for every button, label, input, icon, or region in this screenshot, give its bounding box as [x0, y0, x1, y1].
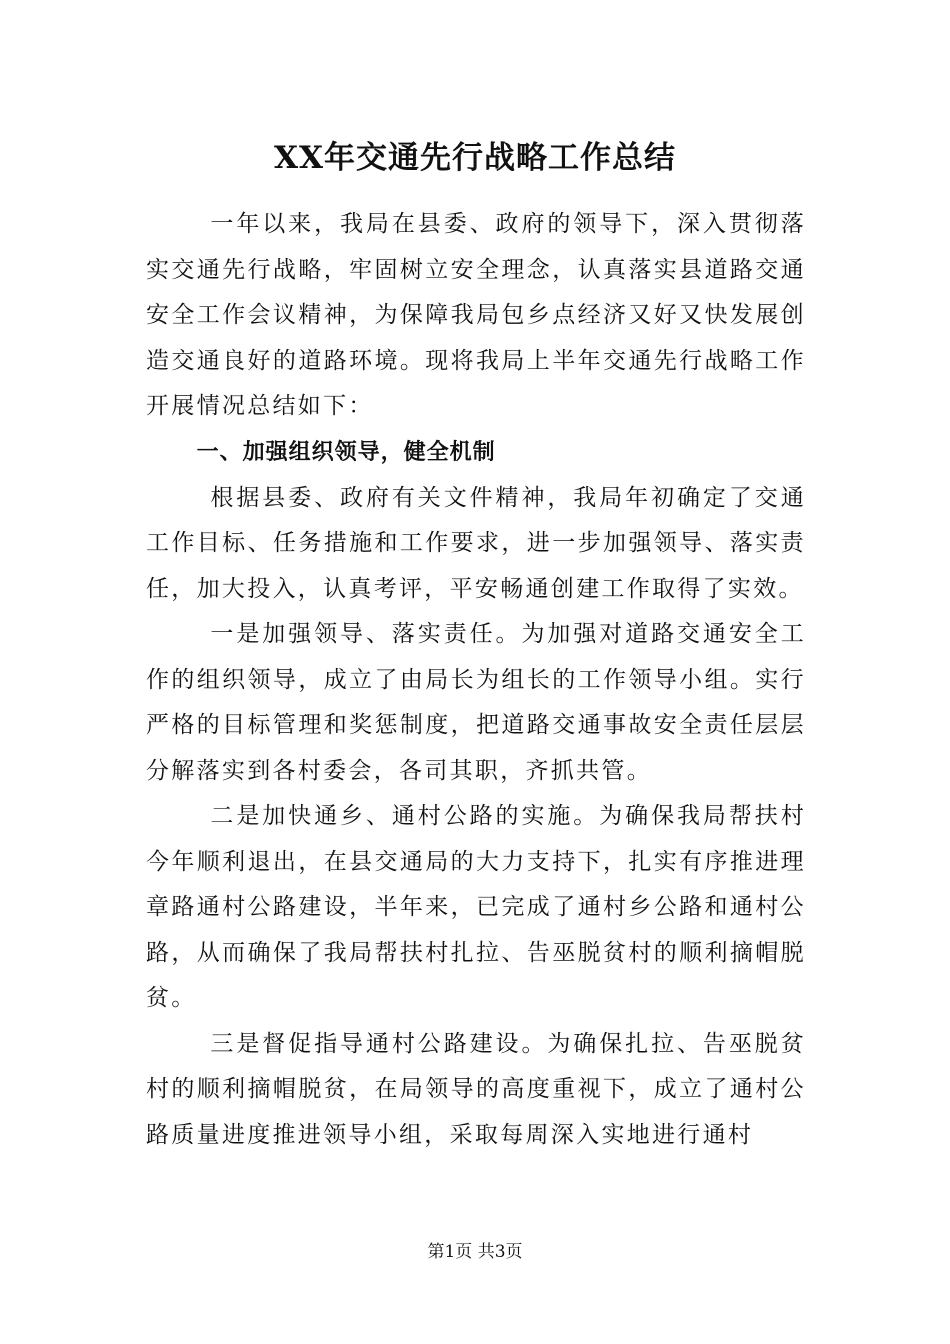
paragraph-point-three: 三是督促指导通村公路建设。为确保扎拉、告巫脱贫村的顺利摘帽脱贫，在局领导的高度重视下，成立了通村公路质量进度推进领导小组，采取每周深入实地进行通村	[146, 1030, 806, 1148]
document-title: XX年交通先行战略工作总结	[273, 140, 677, 176]
document-body	[146, 202, 806, 1158]
page-footer: 第1页 共3页	[427, 1242, 523, 1262]
paragraph-section-intro: 根据县委、政府有关文件精神，我局年初确定了交通工作目标、任务措施和工作要求，进一步加强领导、落实责任，加大投入，认真考评，平安畅通创建工作取得了实效。	[146, 484, 806, 602]
section-heading: 一、加强组织领导，健全机制	[196, 439, 496, 465]
paragraph-point-two: 二是加快通乡、通村公路的实施。为确保我局帮扶村今年顺利退出，在县交通局的大力支持下，扎实有序推进理章路通村公路建设，半年来，已完成了通村乡公路和通村公路，从而确保了我局帮扶村扎拉、告巫脱贫村的顺利摘帽脱贫。	[146, 803, 806, 1011]
paragraph-intro: 一年以来，我局在县委、政府的领导下，深入贯彻落实交通先行战略，牢固树立安全理念，认真落实县道路交通安全工作会议精神，为保障我局包乡点经济又好又快发展创造交通良好的道路环境。现将我局上半年交通先行战略工作开展情况总结如下：	[146, 211, 806, 419]
paragraph-point-one: 一是加强领导、落实责任。为加强对道路交通安全工作的组织领导，成立了由局长为组长的工作领导小组。实行严格的目标管理和奖惩制度，把道路交通事故安全责任层层分解落实到各村委会，各司其职，齐抓共管。	[146, 621, 806, 784]
